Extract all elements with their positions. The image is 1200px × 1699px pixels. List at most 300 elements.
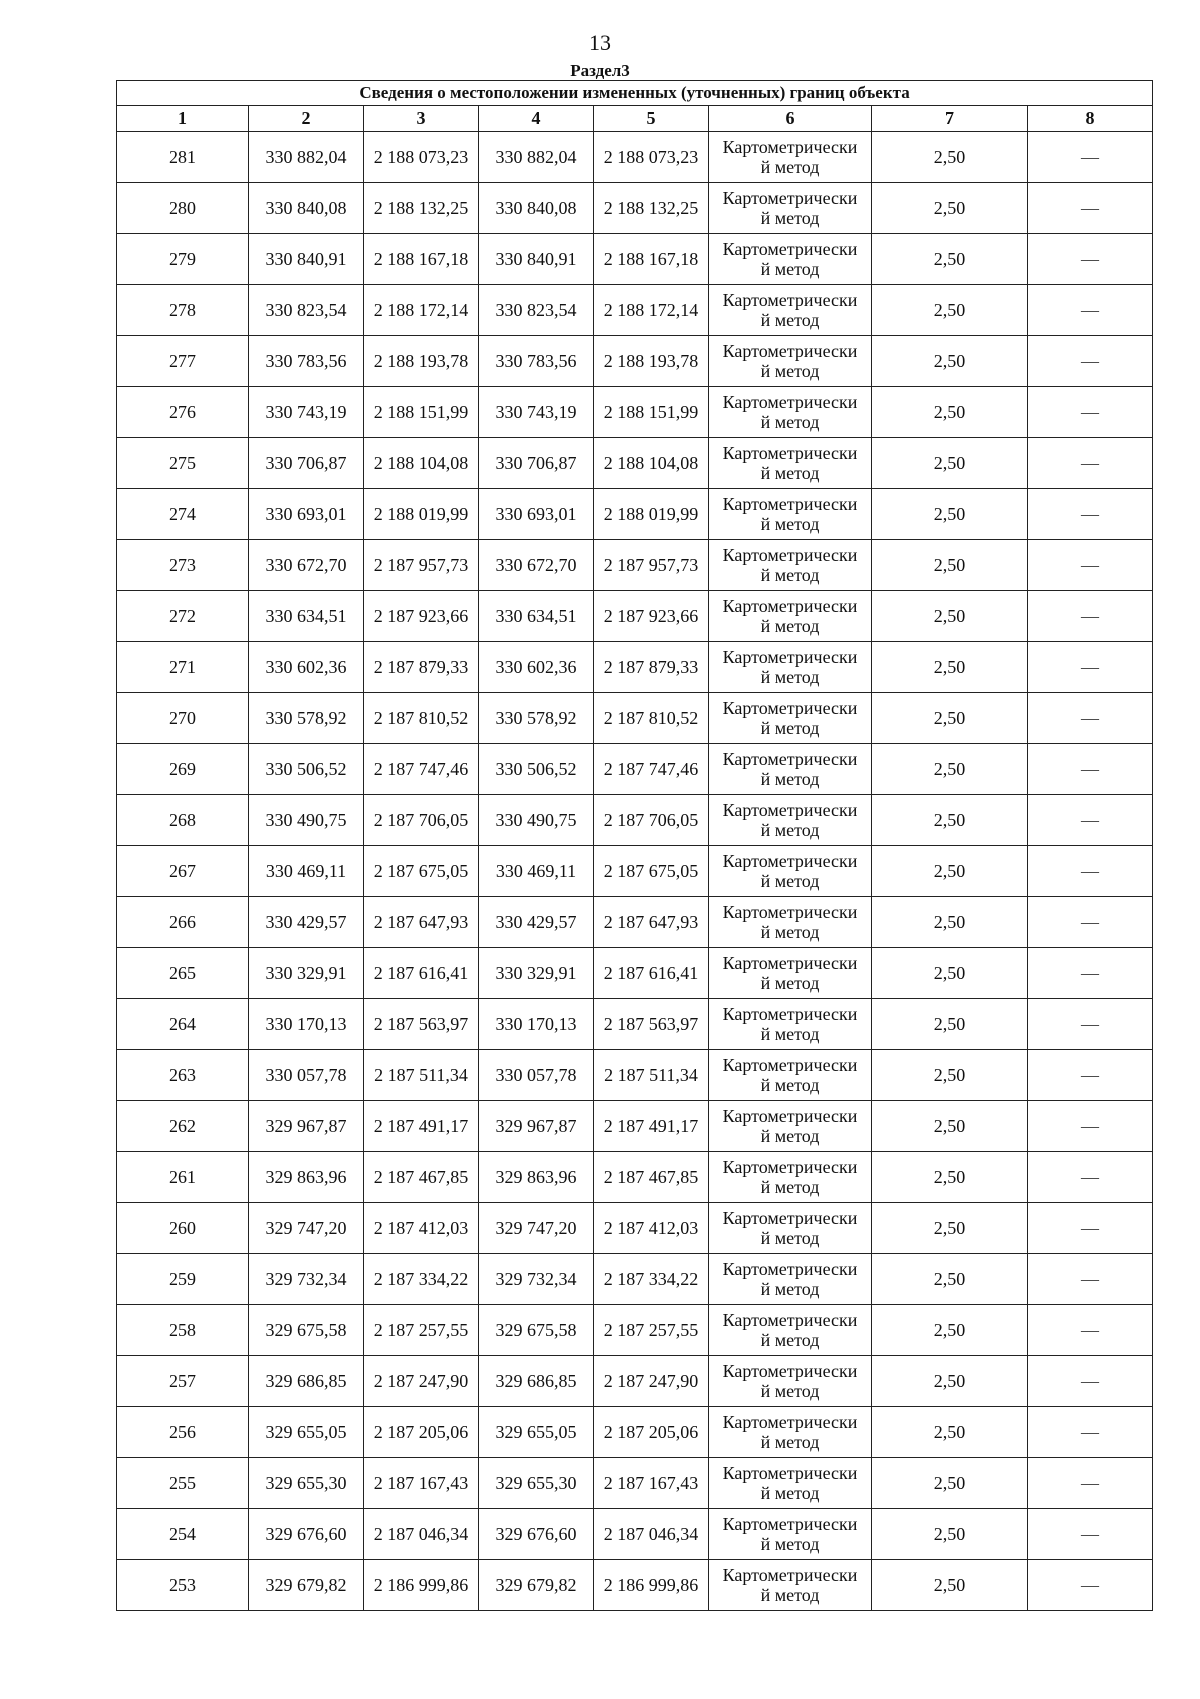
x-existing-cell: 330 634,51 <box>249 591 364 642</box>
method-line1: Картометрически <box>722 1208 858 1228</box>
method-line2: й метод <box>760 718 820 738</box>
point-number-cell: 272 <box>117 591 249 642</box>
accuracy-cell: 2,50 <box>872 948 1028 999</box>
x-existing-cell: 330 170,13 <box>249 999 364 1050</box>
y-refined-cell: 2 187 810,52 <box>594 693 709 744</box>
y-existing-cell: 2 187 747,46 <box>364 744 479 795</box>
method-line1: Картометрически <box>722 1565 858 1585</box>
method-line1: Картометрически <box>722 1004 858 1024</box>
method-cell <box>709 1458 872 1509</box>
y-existing-cell: 2 187 167,43 <box>364 1458 479 1509</box>
table-row <box>117 642 1153 693</box>
y-refined-cell: 2 188 167,18 <box>594 234 709 285</box>
point-number-cell: 280 <box>117 183 249 234</box>
point-number-cell: 257 <box>117 1356 249 1407</box>
y-existing-cell: 2 187 257,55 <box>364 1305 479 1356</box>
point-number-cell: 265 <box>117 948 249 999</box>
table-body <box>117 132 1153 1611</box>
column-header: 6 <box>709 106 872 132</box>
table-row <box>117 336 1153 387</box>
table-row <box>117 897 1153 948</box>
x-refined-cell: 330 429,57 <box>479 897 594 948</box>
method-cell <box>709 1407 872 1458</box>
x-refined-cell: 330 882,04 <box>479 132 594 183</box>
column-header: 7 <box>872 106 1028 132</box>
method-line2: й метод <box>760 310 820 330</box>
y-refined-cell: 2 187 205,06 <box>594 1407 709 1458</box>
column-header: 4 <box>479 106 594 132</box>
y-refined-cell: 2 187 334,22 <box>594 1254 709 1305</box>
table-row <box>117 1101 1153 1152</box>
accuracy-cell: 2,50 <box>872 846 1028 897</box>
description-cell: — <box>1028 234 1153 285</box>
accuracy-cell: 2,50 <box>872 591 1028 642</box>
description-cell: — <box>1028 591 1153 642</box>
method-line2: й метод <box>760 1432 820 1452</box>
table-row <box>117 1407 1153 1458</box>
point-number-cell: 266 <box>117 897 249 948</box>
accuracy-cell: 2,50 <box>872 132 1028 183</box>
x-existing-cell: 330 783,56 <box>249 336 364 387</box>
table-row <box>117 846 1153 897</box>
method-line1: Картометрически <box>722 1259 858 1279</box>
y-refined-cell: 2 187 706,05 <box>594 795 709 846</box>
method-line1: Картометрически <box>722 443 858 463</box>
table-caption: Сведения о местоположении измененных (уточненных) границ объекта <box>117 81 1153 106</box>
point-number-cell: 264 <box>117 999 249 1050</box>
point-number-cell: 259 <box>117 1254 249 1305</box>
description-cell: — <box>1028 132 1153 183</box>
description-cell: — <box>1028 1560 1153 1611</box>
point-number-cell: 254 <box>117 1509 249 1560</box>
method-line1: Картометрически <box>722 1310 858 1330</box>
accuracy-cell: 2,50 <box>872 234 1028 285</box>
description-cell: — <box>1028 948 1153 999</box>
method-line2: й метод <box>760 361 820 381</box>
method-line1: Картометрически <box>722 137 858 157</box>
column-header: 3 <box>364 106 479 132</box>
table-row <box>117 1458 1153 1509</box>
y-refined-cell: 2 187 675,05 <box>594 846 709 897</box>
x-existing-cell: 329 686,85 <box>249 1356 364 1407</box>
point-number-cell: 270 <box>117 693 249 744</box>
table-row <box>117 1050 1153 1101</box>
method-line1: Картометрически <box>722 749 858 769</box>
y-refined-cell: 2 187 879,33 <box>594 642 709 693</box>
y-refined-cell: 2 187 046,34 <box>594 1509 709 1560</box>
table-row <box>117 1203 1153 1254</box>
method-line1: Картометрически <box>722 494 858 514</box>
point-number-cell: 263 <box>117 1050 249 1101</box>
description-cell: — <box>1028 1305 1153 1356</box>
accuracy-cell: 2,50 <box>872 642 1028 693</box>
method-line2: й метод <box>760 1534 820 1554</box>
description-cell: — <box>1028 540 1153 591</box>
x-existing-cell: 330 490,75 <box>249 795 364 846</box>
method-cell <box>709 336 872 387</box>
table-row <box>117 744 1153 795</box>
x-refined-cell: 329 686,85 <box>479 1356 594 1407</box>
y-refined-cell: 2 187 511,34 <box>594 1050 709 1101</box>
method-line1: Картометрически <box>722 953 858 973</box>
accuracy-cell: 2,50 <box>872 1203 1028 1254</box>
method-line1: Картометрически <box>722 1157 858 1177</box>
y-existing-cell: 2 187 706,05 <box>364 795 479 846</box>
description-cell: — <box>1028 1152 1153 1203</box>
method-cell <box>709 1050 872 1101</box>
x-refined-cell: 330 823,54 <box>479 285 594 336</box>
description-cell: — <box>1028 1203 1153 1254</box>
table-row <box>117 948 1153 999</box>
y-existing-cell: 2 188 193,78 <box>364 336 479 387</box>
y-refined-cell: 2 187 647,93 <box>594 897 709 948</box>
x-refined-cell: 329 655,05 <box>479 1407 594 1458</box>
method-cell <box>709 897 872 948</box>
method-cell <box>709 234 872 285</box>
point-number-cell: 277 <box>117 336 249 387</box>
method-line2: й метод <box>760 259 820 279</box>
y-existing-cell: 2 187 511,34 <box>364 1050 479 1101</box>
method-line1: Картометрически <box>722 1412 858 1432</box>
x-refined-cell: 330 840,08 <box>479 183 594 234</box>
method-line2: й метод <box>760 514 820 534</box>
accuracy-cell: 2,50 <box>872 795 1028 846</box>
y-refined-cell: 2 186 999,86 <box>594 1560 709 1611</box>
method-line1: Картометрически <box>722 800 858 820</box>
section-title: Раздел3 <box>570 61 630 80</box>
accuracy-cell: 2,50 <box>872 387 1028 438</box>
x-refined-cell: 330 329,91 <box>479 948 594 999</box>
x-refined-cell: 329 676,60 <box>479 1509 594 1560</box>
point-number-cell: 273 <box>117 540 249 591</box>
method-line2: й метод <box>760 412 820 432</box>
y-existing-cell: 2 187 412,03 <box>364 1203 479 1254</box>
method-cell <box>709 387 872 438</box>
table-caption-row <box>117 81 1153 106</box>
description-cell: — <box>1028 999 1153 1050</box>
method-line2: й метод <box>760 208 820 228</box>
table-row <box>117 999 1153 1050</box>
x-existing-cell: 329 967,87 <box>249 1101 364 1152</box>
table-row <box>117 540 1153 591</box>
x-existing-cell: 330 743,19 <box>249 387 364 438</box>
y-refined-cell: 2 187 257,55 <box>594 1305 709 1356</box>
y-existing-cell: 2 188 132,25 <box>364 183 479 234</box>
x-refined-cell: 329 747,20 <box>479 1203 594 1254</box>
point-number-cell: 278 <box>117 285 249 336</box>
description-cell: — <box>1028 744 1153 795</box>
accuracy-cell: 2,50 <box>872 1407 1028 1458</box>
y-refined-cell: 2 188 172,14 <box>594 285 709 336</box>
method-line1: Картометрически <box>722 1514 858 1534</box>
method-line2: й метод <box>760 973 820 993</box>
method-line2: й метод <box>760 157 820 177</box>
x-refined-cell: 329 863,96 <box>479 1152 594 1203</box>
method-cell <box>709 693 872 744</box>
y-existing-cell: 2 188 019,99 <box>364 489 479 540</box>
table-row <box>117 1305 1153 1356</box>
y-existing-cell: 2 187 923,66 <box>364 591 479 642</box>
table-row <box>117 1356 1153 1407</box>
x-refined-cell: 330 506,52 <box>479 744 594 795</box>
method-line1: Картометрически <box>722 545 858 565</box>
method-line1: Картометрически <box>722 851 858 871</box>
y-existing-cell: 2 187 563,97 <box>364 999 479 1050</box>
method-line1: Картометрически <box>722 1361 858 1381</box>
y-refined-cell: 2 187 412,03 <box>594 1203 709 1254</box>
y-existing-cell: 2 187 205,06 <box>364 1407 479 1458</box>
method-line2: й метод <box>760 565 820 585</box>
x-refined-cell: 330 783,56 <box>479 336 594 387</box>
x-refined-cell: 329 732,34 <box>479 1254 594 1305</box>
x-refined-cell: 330 578,92 <box>479 693 594 744</box>
table-row <box>117 1509 1153 1560</box>
method-cell <box>709 1203 872 1254</box>
y-existing-cell: 2 186 999,86 <box>364 1560 479 1611</box>
method-line2: й метод <box>760 820 820 840</box>
method-line2: й метод <box>760 922 820 942</box>
x-refined-cell: 330 170,13 <box>479 999 594 1050</box>
method-line1: Картометрически <box>722 392 858 412</box>
y-refined-cell: 2 187 747,46 <box>594 744 709 795</box>
x-refined-cell: 330 743,19 <box>479 387 594 438</box>
x-refined-cell: 329 967,87 <box>479 1101 594 1152</box>
method-line1: Картометрически <box>722 698 858 718</box>
accuracy-cell: 2,50 <box>872 1305 1028 1356</box>
description-cell: — <box>1028 1254 1153 1305</box>
method-cell <box>709 642 872 693</box>
method-line1: Картометрически <box>722 1463 858 1483</box>
accuracy-cell: 2,50 <box>872 336 1028 387</box>
table-row <box>117 285 1153 336</box>
method-cell <box>709 1254 872 1305</box>
point-number-cell: 255 <box>117 1458 249 1509</box>
x-refined-cell: 329 655,30 <box>479 1458 594 1509</box>
description-cell: — <box>1028 1050 1153 1101</box>
description-cell: — <box>1028 1101 1153 1152</box>
point-number-cell: 269 <box>117 744 249 795</box>
y-existing-cell: 2 187 616,41 <box>364 948 479 999</box>
x-refined-cell: 330 057,78 <box>479 1050 594 1101</box>
description-cell: — <box>1028 897 1153 948</box>
y-refined-cell: 2 188 073,23 <box>594 132 709 183</box>
x-existing-cell: 329 655,05 <box>249 1407 364 1458</box>
x-existing-cell: 330 882,04 <box>249 132 364 183</box>
point-number-cell: 261 <box>117 1152 249 1203</box>
point-number-cell: 258 <box>117 1305 249 1356</box>
y-existing-cell: 2 187 647,93 <box>364 897 479 948</box>
description-cell: — <box>1028 183 1153 234</box>
x-refined-cell: 330 840,91 <box>479 234 594 285</box>
method-line2: й метод <box>760 1228 820 1248</box>
description-cell: — <box>1028 336 1153 387</box>
method-line2: й метод <box>760 463 820 483</box>
point-number-cell: 276 <box>117 387 249 438</box>
y-existing-cell: 2 187 046,34 <box>364 1509 479 1560</box>
method-line2: й метод <box>760 1177 820 1197</box>
method-cell <box>709 1560 872 1611</box>
table-row <box>117 1560 1153 1611</box>
description-cell: — <box>1028 1458 1153 1509</box>
method-cell <box>709 948 872 999</box>
method-cell <box>709 183 872 234</box>
point-number-cell: 256 <box>117 1407 249 1458</box>
method-line2: й метод <box>760 1279 820 1299</box>
x-refined-cell: 330 602,36 <box>479 642 594 693</box>
accuracy-cell: 2,50 <box>872 744 1028 795</box>
table-row <box>117 1254 1153 1305</box>
x-existing-cell: 330 823,54 <box>249 285 364 336</box>
x-existing-cell: 330 602,36 <box>249 642 364 693</box>
x-existing-cell: 330 693,01 <box>249 489 364 540</box>
x-existing-cell: 330 329,91 <box>249 948 364 999</box>
y-existing-cell: 2 187 467,85 <box>364 1152 479 1203</box>
x-refined-cell: 329 675,58 <box>479 1305 594 1356</box>
y-existing-cell: 2 188 151,99 <box>364 387 479 438</box>
point-number-cell: 274 <box>117 489 249 540</box>
x-existing-cell: 330 578,92 <box>249 693 364 744</box>
x-existing-cell: 329 675,58 <box>249 1305 364 1356</box>
method-cell <box>709 1356 872 1407</box>
column-header: 1 <box>117 106 249 132</box>
y-refined-cell: 2 187 247,90 <box>594 1356 709 1407</box>
method-line2: й метод <box>760 871 820 891</box>
x-existing-cell: 329 655,30 <box>249 1458 364 1509</box>
y-refined-cell: 2 187 491,17 <box>594 1101 709 1152</box>
table-row <box>117 234 1153 285</box>
y-existing-cell: 2 187 675,05 <box>364 846 479 897</box>
y-existing-cell: 2 188 172,14 <box>364 285 479 336</box>
y-refined-cell: 2 188 104,08 <box>594 438 709 489</box>
description-cell: — <box>1028 387 1153 438</box>
page-number: 13 <box>589 30 611 55</box>
method-cell <box>709 1152 872 1203</box>
y-existing-cell: 2 187 334,22 <box>364 1254 479 1305</box>
accuracy-cell: 2,50 <box>872 1152 1028 1203</box>
method-cell <box>709 1101 872 1152</box>
table-row <box>117 387 1153 438</box>
y-existing-cell: 2 187 879,33 <box>364 642 479 693</box>
y-refined-cell: 2 187 563,97 <box>594 999 709 1050</box>
table-row <box>117 489 1153 540</box>
boundary-table <box>116 80 1153 1611</box>
y-refined-cell: 2 187 957,73 <box>594 540 709 591</box>
method-cell <box>709 285 872 336</box>
method-line2: й метод <box>760 1126 820 1146</box>
accuracy-cell: 2,50 <box>872 897 1028 948</box>
method-line1: Картометрически <box>722 1106 858 1126</box>
table-row <box>117 132 1153 183</box>
method-cell <box>709 744 872 795</box>
method-line2: й метод <box>760 1585 820 1605</box>
accuracy-cell: 2,50 <box>872 438 1028 489</box>
x-existing-cell: 329 679,82 <box>249 1560 364 1611</box>
description-cell: — <box>1028 693 1153 744</box>
accuracy-cell: 2,50 <box>872 1101 1028 1152</box>
method-cell <box>709 846 872 897</box>
method-line2: й метод <box>760 1381 820 1401</box>
method-line1: Картометрически <box>722 290 858 310</box>
method-cell <box>709 795 872 846</box>
point-number-cell: 271 <box>117 642 249 693</box>
y-refined-cell: 2 188 193,78 <box>594 336 709 387</box>
method-cell <box>709 132 872 183</box>
y-refined-cell: 2 187 467,85 <box>594 1152 709 1203</box>
method-line2: й метод <box>760 1483 820 1503</box>
accuracy-cell: 2,50 <box>872 999 1028 1050</box>
table-row <box>117 1152 1153 1203</box>
y-existing-cell: 2 187 810,52 <box>364 693 479 744</box>
method-line1: Картометрически <box>722 188 858 208</box>
table-row <box>117 693 1153 744</box>
method-cell <box>709 1305 872 1356</box>
y-existing-cell: 2 188 073,23 <box>364 132 479 183</box>
description-cell: — <box>1028 642 1153 693</box>
x-existing-cell: 330 706,87 <box>249 438 364 489</box>
method-cell <box>709 999 872 1050</box>
point-number-cell: 279 <box>117 234 249 285</box>
point-number-cell: 268 <box>117 795 249 846</box>
method-line1: Картометрически <box>722 1055 858 1075</box>
description-cell: — <box>1028 1407 1153 1458</box>
description-cell: — <box>1028 1509 1153 1560</box>
column-header: 8 <box>1028 106 1153 132</box>
accuracy-cell: 2,50 <box>872 1458 1028 1509</box>
method-line2: й метод <box>760 1024 820 1044</box>
x-existing-cell: 330 672,70 <box>249 540 364 591</box>
y-refined-cell: 2 188 132,25 <box>594 183 709 234</box>
method-cell <box>709 540 872 591</box>
x-existing-cell: 330 469,11 <box>249 846 364 897</box>
method-line2: й метод <box>760 1075 820 1095</box>
accuracy-cell: 2,50 <box>872 540 1028 591</box>
accuracy-cell: 2,50 <box>872 1356 1028 1407</box>
x-existing-cell: 329 732,34 <box>249 1254 364 1305</box>
accuracy-cell: 2,50 <box>872 1050 1028 1101</box>
point-number-cell: 262 <box>117 1101 249 1152</box>
table-row <box>117 183 1153 234</box>
description-cell: — <box>1028 795 1153 846</box>
x-existing-cell: 329 863,96 <box>249 1152 364 1203</box>
method-cell <box>709 489 872 540</box>
x-refined-cell: 330 634,51 <box>479 591 594 642</box>
x-refined-cell: 330 469,11 <box>479 846 594 897</box>
x-existing-cell: 330 506,52 <box>249 744 364 795</box>
point-number-cell: 260 <box>117 1203 249 1254</box>
method-line2: й метод <box>760 616 820 636</box>
point-number-cell: 275 <box>117 438 249 489</box>
accuracy-cell: 2,50 <box>872 1560 1028 1611</box>
x-refined-cell: 330 672,70 <box>479 540 594 591</box>
method-cell <box>709 1509 872 1560</box>
method-line2: й метод <box>760 769 820 789</box>
x-existing-cell: 330 429,57 <box>249 897 364 948</box>
x-refined-cell: 330 693,01 <box>479 489 594 540</box>
y-refined-cell: 2 187 923,66 <box>594 591 709 642</box>
x-existing-cell: 330 057,78 <box>249 1050 364 1101</box>
y-refined-cell: 2 188 019,99 <box>594 489 709 540</box>
method-line2: й метод <box>760 667 820 687</box>
x-existing-cell: 329 676,60 <box>249 1509 364 1560</box>
x-existing-cell: 330 840,91 <box>249 234 364 285</box>
y-existing-cell: 2 187 491,17 <box>364 1101 479 1152</box>
point-number-cell: 281 <box>117 132 249 183</box>
method-line2: й метод <box>760 1330 820 1350</box>
accuracy-cell: 2,50 <box>872 489 1028 540</box>
method-cell <box>709 438 872 489</box>
accuracy-cell: 2,50 <box>872 285 1028 336</box>
y-existing-cell: 2 187 247,90 <box>364 1356 479 1407</box>
